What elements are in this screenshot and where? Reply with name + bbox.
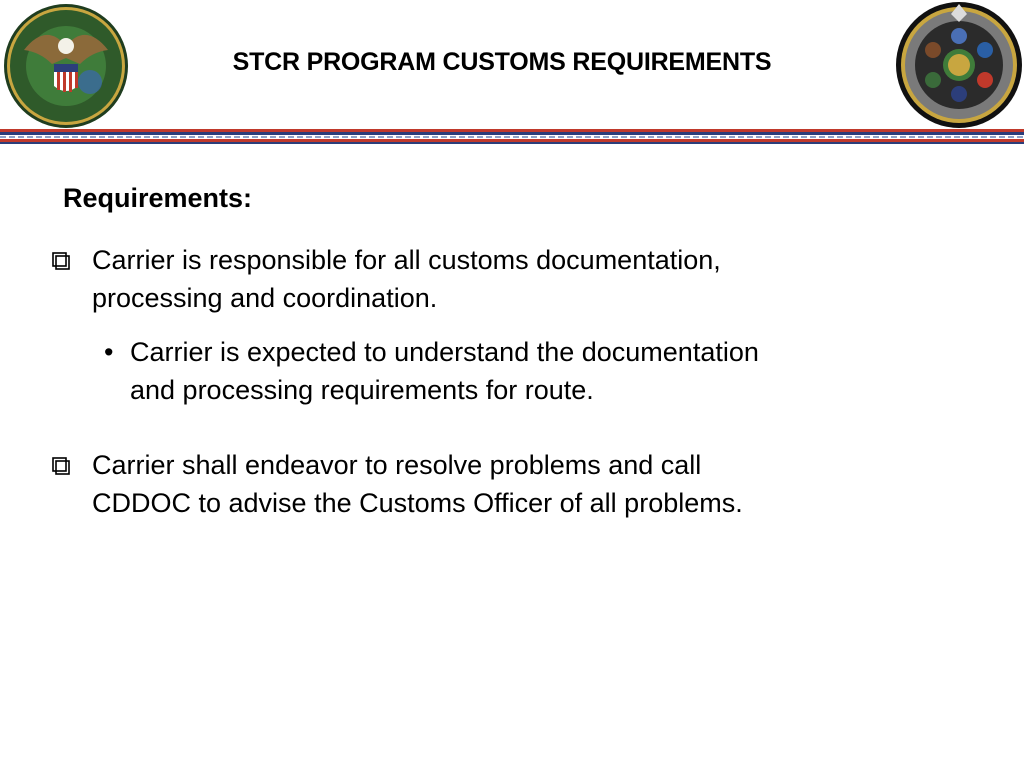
bullet-dot: • <box>104 337 114 367</box>
list-item-line: Carrier shall endeavor to resolve problems and call <box>92 450 702 480</box>
page-title: STCR PROGRAM CUSTOMS REQUIREMENTS <box>232 48 772 76</box>
list-item-line: CDDOC to advise the Customs Officer of all problems. <box>92 487 743 518</box>
requirements-heading: Requirements: <box>63 183 253 213</box>
sub-list-item-line: and processing requirements for route. <box>130 374 594 405</box>
checkbox-bullet-icon <box>52 457 70 475</box>
list-item-line: Carrier is responsible for all customs documentation, <box>92 245 721 275</box>
sub-list-item-line: Carrier is expected to understand the documentation <box>130 337 759 367</box>
list-item-line: processing and coordination. <box>92 282 438 313</box>
checkbox-bullet-icon <box>52 252 70 270</box>
header-rule <box>0 129 1024 145</box>
